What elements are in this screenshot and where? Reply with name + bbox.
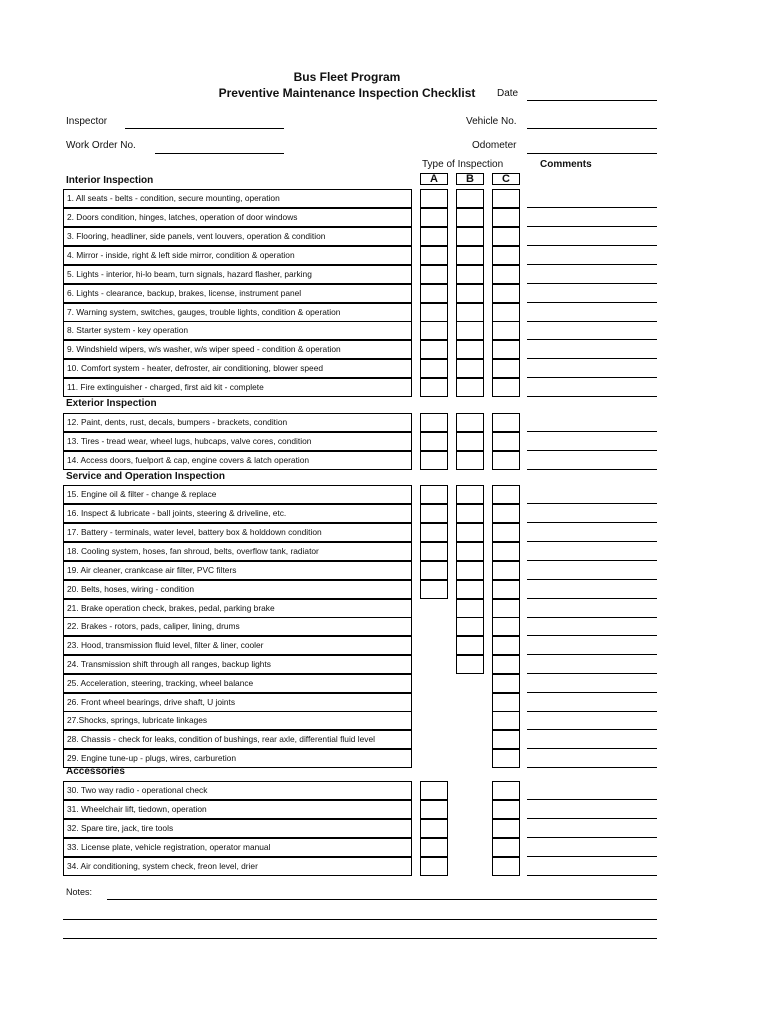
checklist-item: 3. Flooring, headliner, side panels, vent louvers, operation & condition [63, 227, 412, 246]
checkbox-a[interactable] [420, 857, 448, 876]
checklist-item: 24. Transmission shift through all ranges, backup lights [63, 655, 412, 674]
checkbox-b[interactable] [456, 523, 484, 542]
checklist-item: 27.Shocks, springs, lubricate linkages [63, 711, 412, 730]
checkbox-b[interactable] [456, 636, 484, 655]
comment-line[interactable] [527, 450, 657, 451]
checkbox-c[interactable] [492, 542, 520, 561]
form-title: Bus Fleet Program [293, 70, 401, 84]
checkbox-a[interactable] [420, 246, 448, 265]
checkbox-c[interactable] [492, 781, 520, 800]
checkbox-a[interactable] [420, 838, 448, 857]
comment-line[interactable] [527, 692, 657, 693]
checkbox-b[interactable] [456, 227, 484, 246]
checklist-item: 7. Warning system, switches, gauges, trouble lights, condition & operation [63, 303, 412, 322]
comment-line[interactable] [527, 245, 657, 246]
checklist-item: 28. Chassis - check for leaks, condition of bushings, rear axle, differential fluid level [63, 730, 412, 749]
checkbox-b[interactable] [456, 208, 484, 227]
section-accessories: Accessories [66, 766, 125, 777]
checkbox-a[interactable] [420, 485, 448, 504]
checkbox-c[interactable] [492, 432, 520, 451]
vehicle-no-label: Vehicle No. [466, 116, 517, 127]
checkbox-b[interactable] [456, 561, 484, 580]
checkbox-c[interactable] [492, 359, 520, 378]
column-b-header: B [456, 173, 484, 185]
comments-label: Comments [540, 159, 592, 170]
checkbox-a[interactable] [420, 189, 448, 208]
checklist-item: 4. Mirror - inside, right & left side mirror, condition & operation [63, 246, 412, 265]
comment-line[interactable] [527, 302, 657, 303]
checkbox-b[interactable] [456, 432, 484, 451]
checkbox-a[interactable] [420, 819, 448, 838]
checkbox-c[interactable] [492, 227, 520, 246]
comment-line[interactable] [527, 875, 657, 876]
comment-line[interactable] [527, 469, 657, 470]
checklist-item: 12. Paint, dents, rust, decals, bumpers - brackets, condition [63, 413, 412, 432]
checkbox-a[interactable] [420, 523, 448, 542]
comment-line[interactable] [527, 837, 657, 838]
comment-line[interactable] [527, 856, 657, 857]
work-order-label: Work Order No. [66, 140, 136, 151]
comment-line[interactable] [527, 396, 657, 397]
checkbox-c[interactable] [492, 693, 520, 712]
checkbox-c[interactable] [492, 284, 520, 303]
checkbox-c[interactable] [492, 265, 520, 284]
checklist-item: 20. Belts, hoses, wiring - condition [63, 580, 412, 599]
comment-line[interactable] [527, 283, 657, 284]
checklist-item: 14. Access doors, fuelport & cap, engine covers & latch operation [63, 451, 412, 470]
comment-line[interactable] [527, 673, 657, 674]
checkbox-c[interactable] [492, 857, 520, 876]
checklist-item: 9. Windshield wipers, w/s washer, w/s wiper speed - condition & operation [63, 340, 412, 359]
checkbox-c[interactable] [492, 730, 520, 749]
section-exterior: Exterior Inspection [66, 398, 157, 409]
checkbox-c[interactable] [492, 303, 520, 322]
notes-line-2[interactable] [63, 919, 657, 920]
checkbox-a[interactable] [420, 227, 448, 246]
checkbox-c[interactable] [492, 749, 520, 768]
checkbox-b[interactable] [456, 413, 484, 432]
comment-line[interactable] [527, 321, 657, 322]
checkbox-b[interactable] [456, 359, 484, 378]
checkbox-c[interactable] [492, 800, 520, 819]
checklist-item: 11. Fire extinguisher - charged, first aid kit - complete [63, 378, 412, 397]
inspector-field[interactable] [125, 128, 284, 129]
checklist-item: 32. Spare tire, jack, tire tools [63, 819, 412, 838]
date-field[interactable] [527, 100, 657, 101]
comment-line[interactable] [527, 579, 657, 580]
checklist-item: 19. Air cleaner, crankcase air filter, PVC filters [63, 561, 412, 580]
comment-line[interactable] [527, 748, 657, 749]
vehicle-no-field[interactable] [527, 128, 657, 129]
checkbox-b[interactable] [456, 246, 484, 265]
checkbox-a[interactable] [420, 542, 448, 561]
checklist-item: 25. Acceleration, steering, tracking, wheel balance [63, 674, 412, 693]
checkbox-c[interactable] [492, 378, 520, 397]
checklist-item: 5. Lights - interior, hi-lo beam, turn signals, hazard flasher, parking [63, 265, 412, 284]
checklist-item: 16. Inspect & lubricate - ball joints, steering & driveline, etc. [63, 504, 412, 523]
checkbox-c[interactable] [492, 451, 520, 470]
checkbox-b[interactable] [456, 617, 484, 636]
checkbox-c[interactable] [492, 561, 520, 580]
comment-line[interactable] [527, 598, 657, 599]
comment-line[interactable] [527, 522, 657, 523]
checklist-item: 31. Wheelchair lift, tiedown, operation [63, 800, 412, 819]
checkbox-c[interactable] [492, 413, 520, 432]
checkbox-b[interactable] [456, 265, 484, 284]
checkbox-c[interactable] [492, 617, 520, 636]
comment-line[interactable] [527, 358, 657, 359]
checkbox-c[interactable] [492, 246, 520, 265]
comment-line[interactable] [527, 818, 657, 819]
comment-line[interactable] [527, 226, 657, 227]
checklist-item: 10. Comfort system - heater, defroster, air conditioning, blower speed [63, 359, 412, 378]
checklist-item: 22. Brakes - rotors, pads, caliper, lining, drums [63, 617, 412, 636]
checkbox-c[interactable] [492, 819, 520, 838]
comment-line[interactable] [527, 431, 657, 432]
checkbox-a[interactable] [420, 781, 448, 800]
checkbox-a[interactable] [420, 504, 448, 523]
checkbox-c[interactable] [492, 599, 520, 618]
odometer-field[interactable] [527, 153, 657, 154]
comment-line[interactable] [527, 541, 657, 542]
comment-line[interactable] [527, 377, 657, 378]
checkbox-a[interactable] [420, 303, 448, 322]
checkbox-a[interactable] [420, 413, 448, 432]
section-service: Service and Operation Inspection [66, 471, 225, 482]
checkbox-b[interactable] [456, 580, 484, 599]
comment-line[interactable] [527, 767, 657, 768]
comment-line[interactable] [527, 729, 657, 730]
odometer-label: Odometer [472, 140, 517, 151]
work-order-field[interactable] [155, 153, 284, 154]
checkbox-c[interactable] [492, 523, 520, 542]
checkbox-b[interactable] [456, 485, 484, 504]
comment-line[interactable] [527, 635, 657, 636]
checkbox-a[interactable] [420, 580, 448, 599]
column-a-header: A [420, 173, 448, 185]
comment-line[interactable] [527, 503, 657, 504]
checkbox-c[interactable] [492, 485, 520, 504]
checklist-item: 13. Tires - tread wear, wheel lugs, hubcaps, valve cores, condition [63, 432, 412, 451]
checkbox-a[interactable] [420, 378, 448, 397]
checkbox-c[interactable] [492, 189, 520, 208]
checkbox-c[interactable] [492, 208, 520, 227]
comment-line[interactable] [527, 339, 657, 340]
comment-line[interactable] [527, 264, 657, 265]
checkbox-c[interactable] [492, 580, 520, 599]
checkbox-a[interactable] [420, 800, 448, 819]
checkbox-b[interactable] [456, 340, 484, 359]
comment-line[interactable] [527, 207, 657, 208]
comment-line[interactable] [527, 799, 657, 800]
checklist-item: 1. All seats - belts - condition, secure mounting, operation [63, 189, 412, 208]
checkbox-a[interactable] [420, 321, 448, 340]
checkbox-c[interactable] [492, 674, 520, 693]
checklist-item: 2. Doors condition, hinges, latches, operation of door windows [63, 208, 412, 227]
checkbox-a[interactable] [420, 359, 448, 378]
notes-label: Notes: [66, 887, 93, 897]
notes-line-1[interactable] [107, 899, 657, 900]
checkbox-a[interactable] [420, 284, 448, 303]
checkbox-a[interactable] [420, 340, 448, 359]
checkbox-c[interactable] [492, 504, 520, 523]
checkbox-c[interactable] [492, 711, 520, 730]
checkbox-b[interactable] [456, 321, 484, 340]
checkbox-c[interactable] [492, 655, 520, 674]
notes-line-3[interactable] [63, 938, 657, 939]
column-c-header: C [492, 173, 520, 185]
checkbox-c[interactable] [492, 321, 520, 340]
checkbox-c[interactable] [492, 636, 520, 655]
checklist-item: 18. Cooling system, hoses, fan shroud, belts, overflow tank, radiator [63, 542, 412, 561]
checklist-item: 15. Engine oil & filter - change & replace [63, 485, 412, 504]
checklist-item: 34. Air conditioning, system check, freon level, drier [63, 857, 412, 876]
checklist-item: 29. Engine tune-up - plugs, wires, carburetion [63, 749, 412, 768]
checklist-item: 8. Starter system - key operation [63, 321, 412, 340]
checkbox-b[interactable] [456, 542, 484, 561]
checkbox-b[interactable] [456, 599, 484, 618]
checkbox-a[interactable] [420, 451, 448, 470]
checkbox-a[interactable] [420, 208, 448, 227]
checkbox-b[interactable] [456, 655, 484, 674]
checklist-item: 6. Lights - clearance, backup, brakes, license, instrument panel [63, 284, 412, 303]
checkbox-a[interactable] [420, 432, 448, 451]
checkbox-a[interactable] [420, 265, 448, 284]
section-interior: Interior Inspection [66, 175, 154, 186]
comment-line[interactable] [527, 617, 657, 618]
checkbox-b[interactable] [456, 451, 484, 470]
checklist-item: 30. Two way radio - operational check [63, 781, 412, 800]
checklist-item: 33. License plate, vehicle registration, operator manual [63, 838, 412, 857]
comment-line[interactable] [527, 711, 657, 712]
checkbox-c[interactable] [492, 838, 520, 857]
checkbox-b[interactable] [456, 189, 484, 208]
inspector-label: Inspector [66, 116, 108, 127]
date-label: Date [497, 88, 519, 99]
checklist-item: 21. Brake operation check, brakes, pedal, parking brake [63, 599, 412, 618]
form-subtitle: Preventive Maintenance Inspection Checklist [218, 86, 476, 100]
checkbox-b[interactable] [456, 284, 484, 303]
checklist-item: 26. Front wheel bearings, drive shaft, U joints [63, 693, 412, 712]
checkbox-b[interactable] [456, 504, 484, 523]
checklist-item: 23. Hood, transmission fluid level, filter & liner, cooler [63, 636, 412, 655]
checkbox-b[interactable] [456, 378, 484, 397]
comment-line[interactable] [527, 560, 657, 561]
checkbox-a[interactable] [420, 561, 448, 580]
type-of-inspection-label: Type of Inspection [422, 159, 504, 170]
checkbox-b[interactable] [456, 303, 484, 322]
checkbox-c[interactable] [492, 340, 520, 359]
comment-line[interactable] [527, 654, 657, 655]
checklist-item: 17. Battery - terminals, water level, battery box & holddown condition [63, 523, 412, 542]
